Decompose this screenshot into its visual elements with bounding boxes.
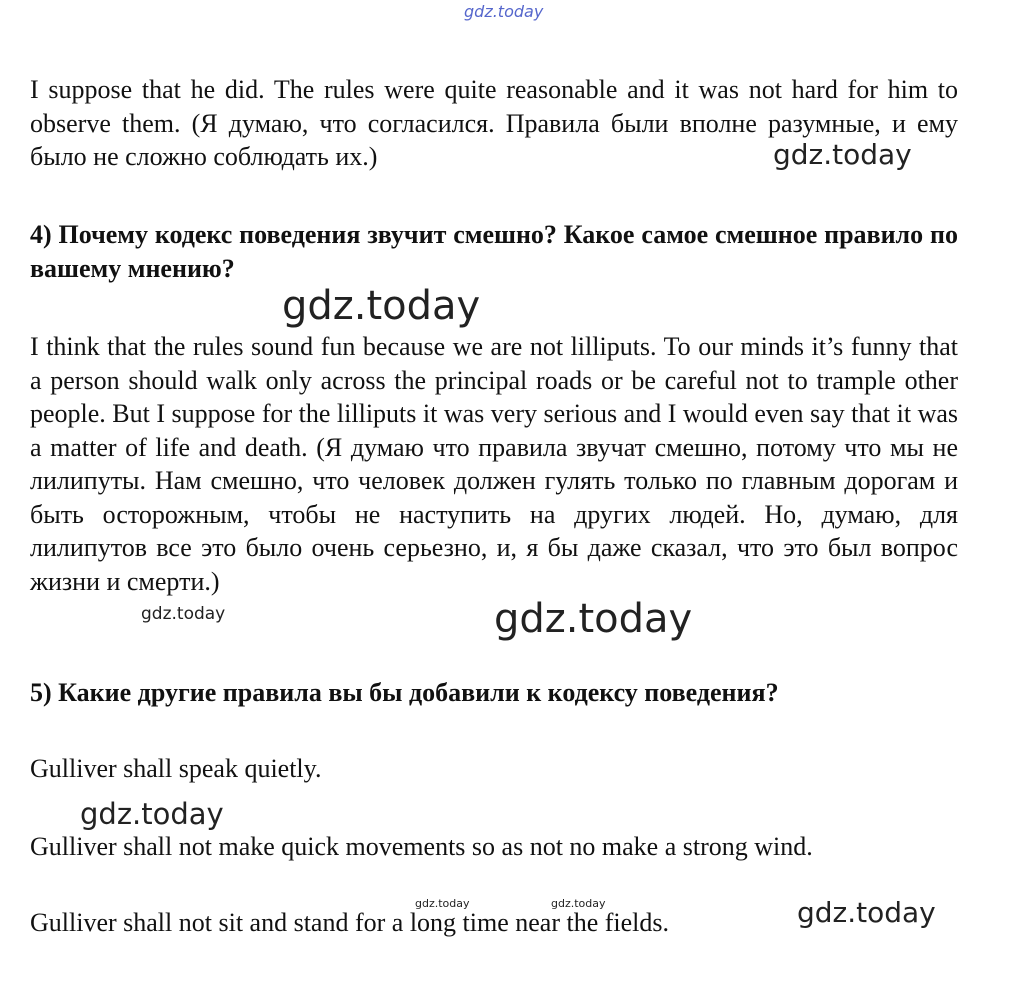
answer-paragraph-3: I suppose that he did. The rules were quite reasonable and it was not hard for him to observe them. (Я думаю, что согласился. Правила были вполне разумные, и ему было не сложно соблюдать их.) (30, 75, 958, 171)
watermark: gdz.today (282, 283, 481, 329)
watermark: gdz.today (141, 604, 226, 624)
watermark: gdz.today (494, 596, 693, 642)
watermark-top: gdz.today (464, 2, 544, 21)
answer-paragraph-4: I think that the rules sound fun because we are not lilliputs. To our minds it’s funny that a person should walk only across the principal roads or be careful not to trample other people. But I suppose for the lilliputs it was very serious and I would even say that it was a matter of life and death. (Я думаю что правила звучат смешно, потому что мы не лилипуты. Нам смешно, что человек должен гулять только по главным дорогам и быть осторожным, чтобы не наступить на других людей. Но, думаю, для лилипутов все это было очень серьезно, и, я бы даже сказал, что это был вопрос жизни и смерти.) (30, 332, 958, 596)
watermark: gdz.today (797, 896, 936, 929)
question-4-heading: 4) Почему кодекс поведения звучит смешно? Какое самое смешное правило по вашему мнению? (30, 220, 958, 283)
watermark: gdz.today (773, 138, 912, 171)
question-5-heading: 5) Какие другие правила вы бы добавили к кодексу поведения? (30, 678, 779, 707)
rule-2: Gulliver shall not make quick movements so as not no make a strong wind. (30, 832, 813, 861)
rule-3: Gulliver shall not sit and stand for a long time near the fields. (30, 908, 670, 937)
watermark: gdz.today (80, 797, 224, 831)
watermark: gdz.today (415, 897, 470, 910)
rule-1: Gulliver shall speak quietly. (30, 754, 322, 783)
watermark: gdz.today (551, 897, 606, 910)
